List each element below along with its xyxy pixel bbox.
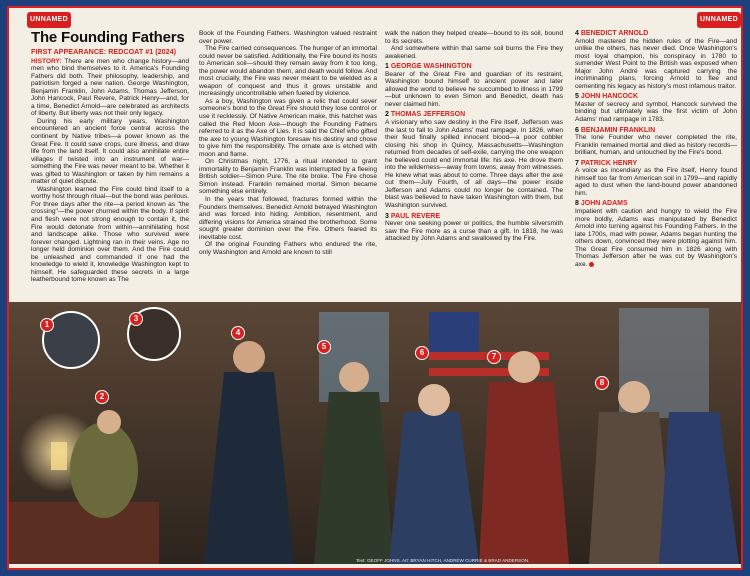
entry-text: The lone Founder who never completed the rite, Franklin remained mortal and died as history records—brilliant, human, and untouched by the Fire's bond. xyxy=(575,134,737,157)
history-text: There are men who change history—and men who bind themselves to it. America's Founding Fathers did both. Their philosophy, leadership, and patriotism forged a new nation. George Washington, Benjamin Franklin, John Adams, Thomas Jefferson, John Hancock, Paul Revere, Patrick Henry—and, for a time, Benedict Arnold—are celebrated as architects of liberty. But liberty was not their only legacy. xyxy=(31,57,189,118)
badge-7: 7 xyxy=(487,350,501,364)
column-4 xyxy=(575,30,737,268)
badge-4: 4 xyxy=(231,326,245,340)
entry-heading: 7 PATRICK HENRY xyxy=(575,159,638,167)
column-2 xyxy=(199,30,377,256)
founding-fathers-illustration xyxy=(9,302,743,564)
figure-jefferson-head xyxy=(97,410,121,434)
history-label: HISTORY: xyxy=(31,57,62,65)
entry-heading: 4 BENEDICT ARNOLD xyxy=(575,30,649,37)
art-credit: Text: GEOFF JOHNS. Art: BRYAN HITCH, ANDREW CURRIE & BRAD ANDERSON. xyxy=(356,558,530,563)
badge-8: 8 xyxy=(595,376,609,390)
unnamed-logo-right: UNNAMED xyxy=(697,12,741,28)
entry-text: Impatient with caution and hungry to wield the Fire more boldly, Adams was manipulated by Benedict Arnold into turning against his Founding Fathers. In the late 1700s, mad with power, Adams began hunting the others down, convinced they were plotting against him. The Great Fire consumed him in 1826 along with Thomas Jefferson after he was cut by Washington's axe. xyxy=(575,208,737,268)
paragraph: On Christmas night, 1776, a ritual intended to grant immortality to Benjamin Franklin was interrupted by a fleeing British soldier—Simon Pure. The rite broke. The Fire chose Simon instead. Franklin remained mortal. Simon became something else entirely. xyxy=(199,158,377,196)
figure-hancock-head xyxy=(339,362,369,392)
lamp xyxy=(51,442,67,470)
paragraph: During his early military years, Washington encountered an ancient force central across the continent by Native tribes—a power known as the Great Fire. It could save crops, cure illness, and draw life from the land itself. It could also annihilate entire villages if twisted into an instrument of war—something the Fire was never meant to be. Whether it was gifted to Washington or taken by him remains a matter of quiet dispute. xyxy=(31,117,189,186)
entry-heading: 8 JOHN ADAMS xyxy=(575,200,628,208)
paragraph: As a boy, Washington was given a relic that could sever someone's bond to the Great Fire should they lose control or use it recklessly. Of Native American make, this hatchet was called the Red Moon Axe—though the Founding Fathers referred to it as the Axe of Lies. It is said the Chief who gifted the axe to young Washington foresaw his destiny and chose to give him the responsibility. The ornate axe is etched with moon and flame. xyxy=(199,97,377,158)
unnamed-logo-left: UNNAMED xyxy=(27,12,71,28)
paragraph: walk the nation they helped create—bound to its soil, bound to its secrets. xyxy=(385,30,563,45)
flag-canton xyxy=(429,312,479,352)
figure-henry-head xyxy=(508,351,540,383)
entry-text: Arnold mastered the hidden rules of the Fire—and unlike the others, has never died. Once Washington's most loyal champion, his conspiracy in 1780 to surrender West Point to the British was exposed when Major John André was captured carrying the incriminating plans, forcing Arnold to flee and cementing his legacy as history's most infamous traitor. xyxy=(575,37,737,90)
table xyxy=(9,502,159,564)
end-bullet xyxy=(589,262,594,267)
badge-6: 6 xyxy=(415,346,429,360)
page-frame xyxy=(7,6,743,570)
entry-heading: 2 THOMAS JEFFERSON xyxy=(385,111,466,119)
figure-franklin-head xyxy=(418,384,450,416)
first-appearance: FIRST APPEARANCE: REDCOAT #1 (2024) xyxy=(31,47,176,56)
paragraph: And somewhere within that same soil burns the Fire they awakened. xyxy=(385,45,563,60)
column-3 xyxy=(385,30,563,243)
entry-text: Bearer of the Great Fire and guardian of its restraint, Washington bound himself to ancient power and later allowed the world to believe he succumbed to illness in 1799—but unknown to even Simon and Benedict, death has never claimed him. xyxy=(385,70,563,108)
figure-henry xyxy=(479,382,569,564)
column-1 xyxy=(31,30,189,284)
page-title: The Founding Fathers xyxy=(31,29,185,46)
figure-jefferson xyxy=(70,422,138,518)
badge-5: 5 xyxy=(317,340,331,354)
entry-text: Never one seeking power or politics, the humble silversmith saw the Fire more as a curse than a gift. In 1818, he was attacked by John Adams and swallowed by the Fire. xyxy=(385,220,563,243)
article-text xyxy=(31,30,737,294)
entry-text: Master of secrecy and symbol, Hancock survived the binding but ultimately was the first victim of John Adams' mad rampage in 1783. xyxy=(575,100,737,124)
badge-3: 3 xyxy=(129,312,143,326)
paragraph: In the years that followed, fractures formed within the Founders themselves. Benedict Arnold betrayed Washington and was forced into hiding. Ambition, resentment, and differing visions for America strained the brotherhood. Some sought greater dominion over the Fire. Others feared its inevitable cost. xyxy=(199,196,377,241)
entry-heading: 6 BENJAMIN FRANKLIN xyxy=(575,126,656,134)
paragraph: Book of the Founding Fathers. Washington valued restraint over power. xyxy=(199,30,377,45)
paragraph: The Fire carried consequences. The hunger of an immortal could never be satisfied. Additionally, the Fire bound its hosts to American soil—should they remain away from it too long, the power would abandon them, and death would follow. And most crucially, the Fire was never meant to be wielded as a weapon of conquest and thus it grows unstable and increasingly uncontrollable when fueled by violence. xyxy=(199,45,378,98)
paragraph: Of the original Founding Fathers who endured the rite, only Washington and Arnold are known to still xyxy=(199,241,377,256)
figure-adams-head xyxy=(618,381,650,413)
badge-1: 1 xyxy=(40,318,54,332)
paragraph: Washington learned the Fire could bind itself to a worthy host through ritual—but the bond was perilous. For three days after the rite—a period known as "the crossing"—the power churned within the body. If spirit and flesh were not strong enough to contain it, the Fire would detonate from within—annihilating host and landscape alike. Those who survived were forever changed. Lightning ran in their veins. Age no longer held dominion over them. And the Fire could be unleashed and commanded if one had the knowledge to wield it, knowledge Washington kept to himself. He safeguarded these secrets in a large leatherbound tome known as The xyxy=(31,185,189,284)
entry-heading: 3 PAUL REVERE xyxy=(385,212,440,220)
illustration-svg xyxy=(9,302,743,564)
entry-text: A visionary who saw destiny in the Fire itself, Jefferson was the last to fall to John Adams' mad rampage. In 1826, when their feud finally spilled innocent blood—a poor cobbler closing his shop in Quincy, Massachusetts—Washington returned from decades of self-exile, carrying the one weapon he believed could end immortal life: his axe. He drove them into the wilderness—away from towns, away from witnesses. He knew what was about to come. Three days after the axe cut them—July Fourth, of all days—the power inside Jefferson and Adams could no longer be contained. The blast was believed to have taken Washington with them, but Washington survived. xyxy=(385,119,563,210)
entry-heading: 1 GEORGE WASHINGTON xyxy=(385,63,472,71)
entry-heading: 5 JOHN HANCOCK xyxy=(575,93,639,101)
badge-2: 2 xyxy=(95,390,109,404)
entry-text: A voice as incendiary as the Fire itself, Henry found himself too far from American soil in 1799—and rapidly aged to dust when the land-bound power abandoned him. xyxy=(575,167,737,197)
figure-arnold-head xyxy=(233,341,265,373)
history-paragraph xyxy=(31,58,189,118)
